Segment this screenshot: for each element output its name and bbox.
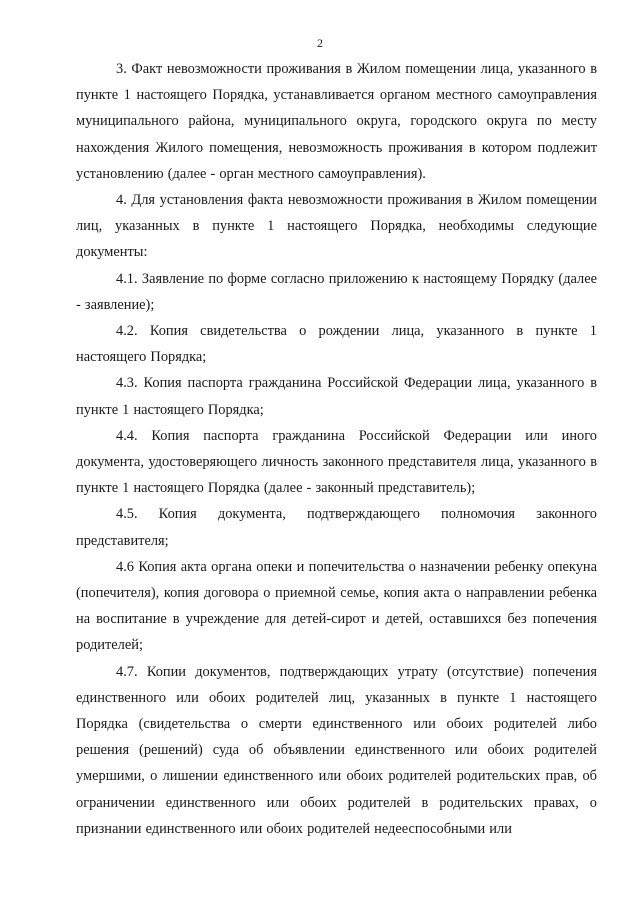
paragraph-4-6: 4.6 Копия акта органа опеки и попечительства о назначении ребенку опекуна (попечителя), копия договора о приемной семье, копия акта о направлении ребенка на воспитание в учреждение для детей-сирот и детей, оставшихся без попечения родителей; <box>76 558 597 654</box>
paragraph-4-1: 4.1. Заявление по форме согласно приложению к настоящему Порядку (далее - заявление); <box>76 270 597 313</box>
paragraph-3: 3. Факт невозможности проживания в Жилом помещении лица, указанного в пункте 1 настоящего Порядка, устанавливается органом местного самоуправления муниципального района, муниципального округа, городского округа по месту нахождения Жилого помещения, невозможность проживания в котором подлежит установлению (далее - орган местного самоуправления). <box>76 61 597 182</box>
paragraph-4: 4. Для установления факта невозможности проживания в Жилом помещении лиц, указанных в пункте 1 настоящего Порядка, необходимы следующие документы: <box>76 192 597 261</box>
paragraph-4-5: 4.5. Копия документа, подтверждающего полномочия законного представителя; <box>76 506 597 549</box>
document-body <box>76 56 597 842</box>
paragraph-4-2: 4.2. Копия свидетельства о рождении лица, указанного в пункте 1 настоящего Порядка; <box>76 323 597 366</box>
page-number: 2 <box>317 36 323 50</box>
paragraph-4-3: 4.3. Копия паспорта гражданина Российской Федерации лица, указанного в пункте 1 настоящего Порядка; <box>76 375 597 418</box>
paragraph-4-7: 4.7. Копии документов, подтверждающих утрату (отсутствие) попечения единственного или обоих родителей лиц, указанных в пункте 1 настоящего Порядка (свидетельства о смерти единственного или обоих родителей либо решения (решений) суда об объявлении единственного или обоих родителей умершими, о лишении единственного или обоих родителей родительских прав, об ограничении единственного или обоих родителей в родительских правах, о признании единственного или обоих родителей недееспособными или <box>76 663 597 837</box>
paragraph-4-4: 4.4. Копия паспорта гражданина Российской Федерации или иного документа, удостоверяющего личность законного представителя лица, указанного в пункте 1 настоящего Порядка (далее - законный представитель); <box>76 427 597 497</box>
